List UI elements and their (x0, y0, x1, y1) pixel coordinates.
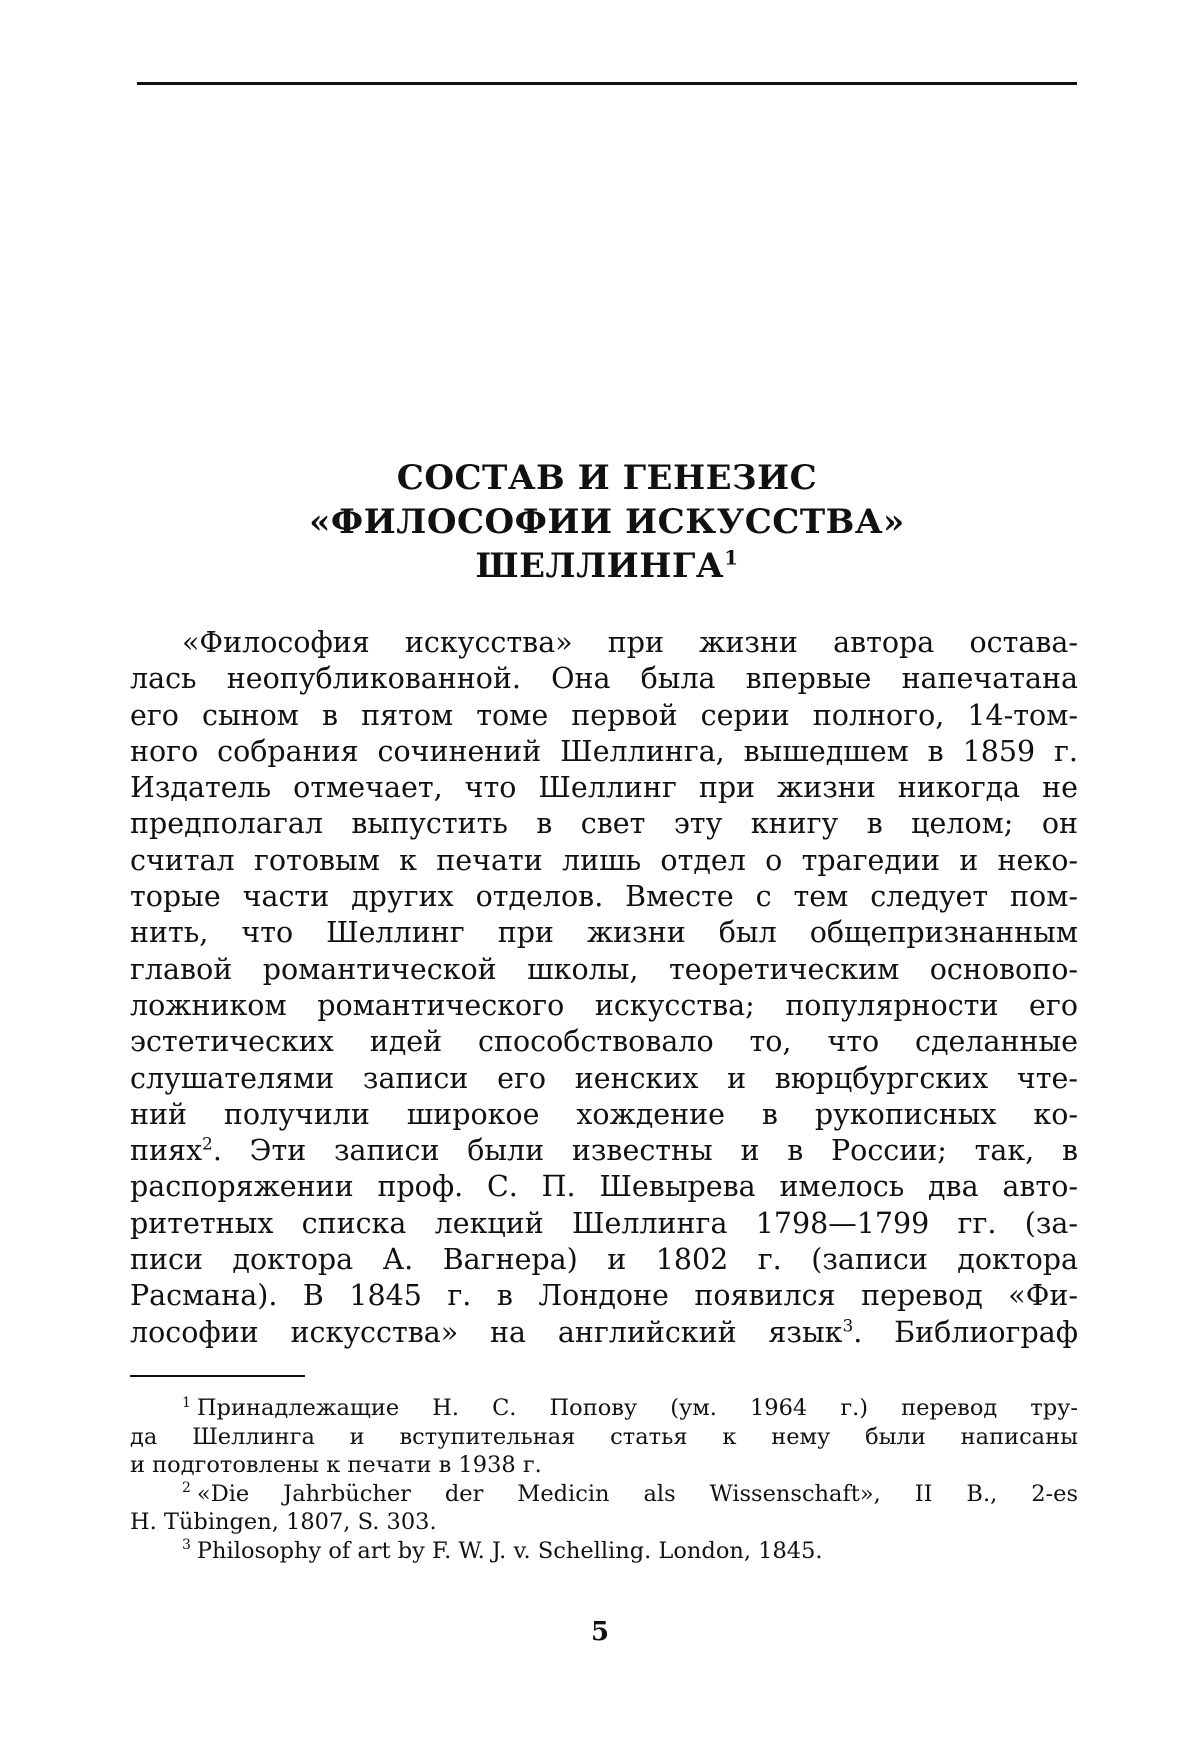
body-line: писи доктора А. Вагнера) и 1802 г. (записи доктора (130, 1243, 1078, 1277)
body-line (130, 1133, 1078, 1169)
footnote-separator (130, 1375, 305, 1377)
title-line-2: «ФИЛОСОФИИ ИСКУССТВА» (309, 502, 905, 542)
body-line: главой романтической школы, теоретическим основопо- (130, 952, 1078, 986)
body-line-15-end: . Эти записи были известны и в России; так, в (212, 1134, 1078, 1168)
body-line: ложником романтического искусства; популярности его (130, 988, 1078, 1022)
footnote-3-number: 3 (182, 1537, 191, 1553)
body-line: эстетических идей способствовало то, что сделанные (130, 1025, 1078, 1059)
footnotes (130, 1394, 1078, 1565)
body-line (130, 1315, 1078, 1351)
body-line: слушателями записи его иенских и вюрцбургских чте- (130, 1061, 1078, 1095)
body-line-15-start: пиях (130, 1134, 203, 1168)
footnote-2-number: 2 (182, 1480, 191, 1496)
body-line-20-start: лософии искусства» на английский язык (130, 1315, 843, 1349)
page-number: 5 (590, 1617, 610, 1647)
title-footnote-ref: 1 (724, 545, 739, 570)
footnote-3-line (130, 1537, 1078, 1566)
body-line: распоряжении проф. С. П. Шевырева имелось два авто- (130, 1170, 1078, 1204)
title-line-3 (137, 544, 1077, 588)
body-line: ний получили широкое хождение в рукописных ко- (130, 1097, 1078, 1131)
top-rule (137, 82, 1077, 85)
footnote-2-line (130, 1480, 1078, 1509)
footnote-ref-3: 3 (842, 1316, 854, 1337)
body-line-20-end: . Библиограф (853, 1315, 1079, 1349)
body-line: ного собрания сочинений Шеллинга, вышедшем в 1859 г. (130, 734, 1078, 768)
footnote-1-text: Принадлежащие Н. С. Попову (ум. 1964 г.) перевод тру- (196, 1395, 1078, 1421)
body-line: «Философия искусства» при жизни автора остава- (182, 626, 1078, 659)
body-line: предполагал выпустить в свет эту книгу в целом; он (130, 807, 1078, 841)
chapter-title (137, 456, 1077, 588)
body-line: нить, что Шеллинг при жизни был общепризнанным (130, 916, 1078, 950)
footnote-1-number: 1 (182, 1394, 191, 1411)
title-line-3-text: ШЕЛЛИНГА (475, 546, 725, 586)
body-paragraph (130, 625, 1078, 1351)
body-line: лась неопубликованной. Она была впервые напечатана (130, 662, 1078, 696)
body-line: Издатель отмечает, что Шеллинг при жизни никогда не (130, 771, 1078, 805)
body-line: ритетных списка лекций Шеллинга 1798—1799 гг. (за- (130, 1206, 1078, 1240)
body-line: торые части других отделов. Вместе с тем следует пом- (130, 880, 1078, 914)
footnote-1-line (130, 1394, 1078, 1423)
footnote-1-line: да Шеллинга и вступительная статья к нему были написаны (130, 1423, 1078, 1450)
footnote-ref-2: 2 (202, 1134, 213, 1155)
footnote-2-text: «Die Jahrbücher der Medicin als Wissenschaft», II B., 2-es (196, 1480, 1078, 1507)
body-line: Расмана). В 1845 г. в Лондоне появился перевод «Фи- (130, 1279, 1078, 1313)
title-line-1: СОСТАВ И ГЕНЕЗИС (396, 458, 818, 498)
footnote-1-line: и подготовлены к печати в 1938 г. (130, 1452, 542, 1478)
body-line: считал готовым к печати лишь отдел о трагедии и неко- (130, 843, 1078, 877)
footnote-2-line: H. Tübingen, 1807, S. 303. (130, 1509, 437, 1535)
body-line: его сыном в пятом томе первой серии полного, 14-том- (130, 698, 1078, 732)
footnote-3-text: Philosophy of art by F. W. J. v. Schelling. London, 1845. (196, 1537, 823, 1564)
